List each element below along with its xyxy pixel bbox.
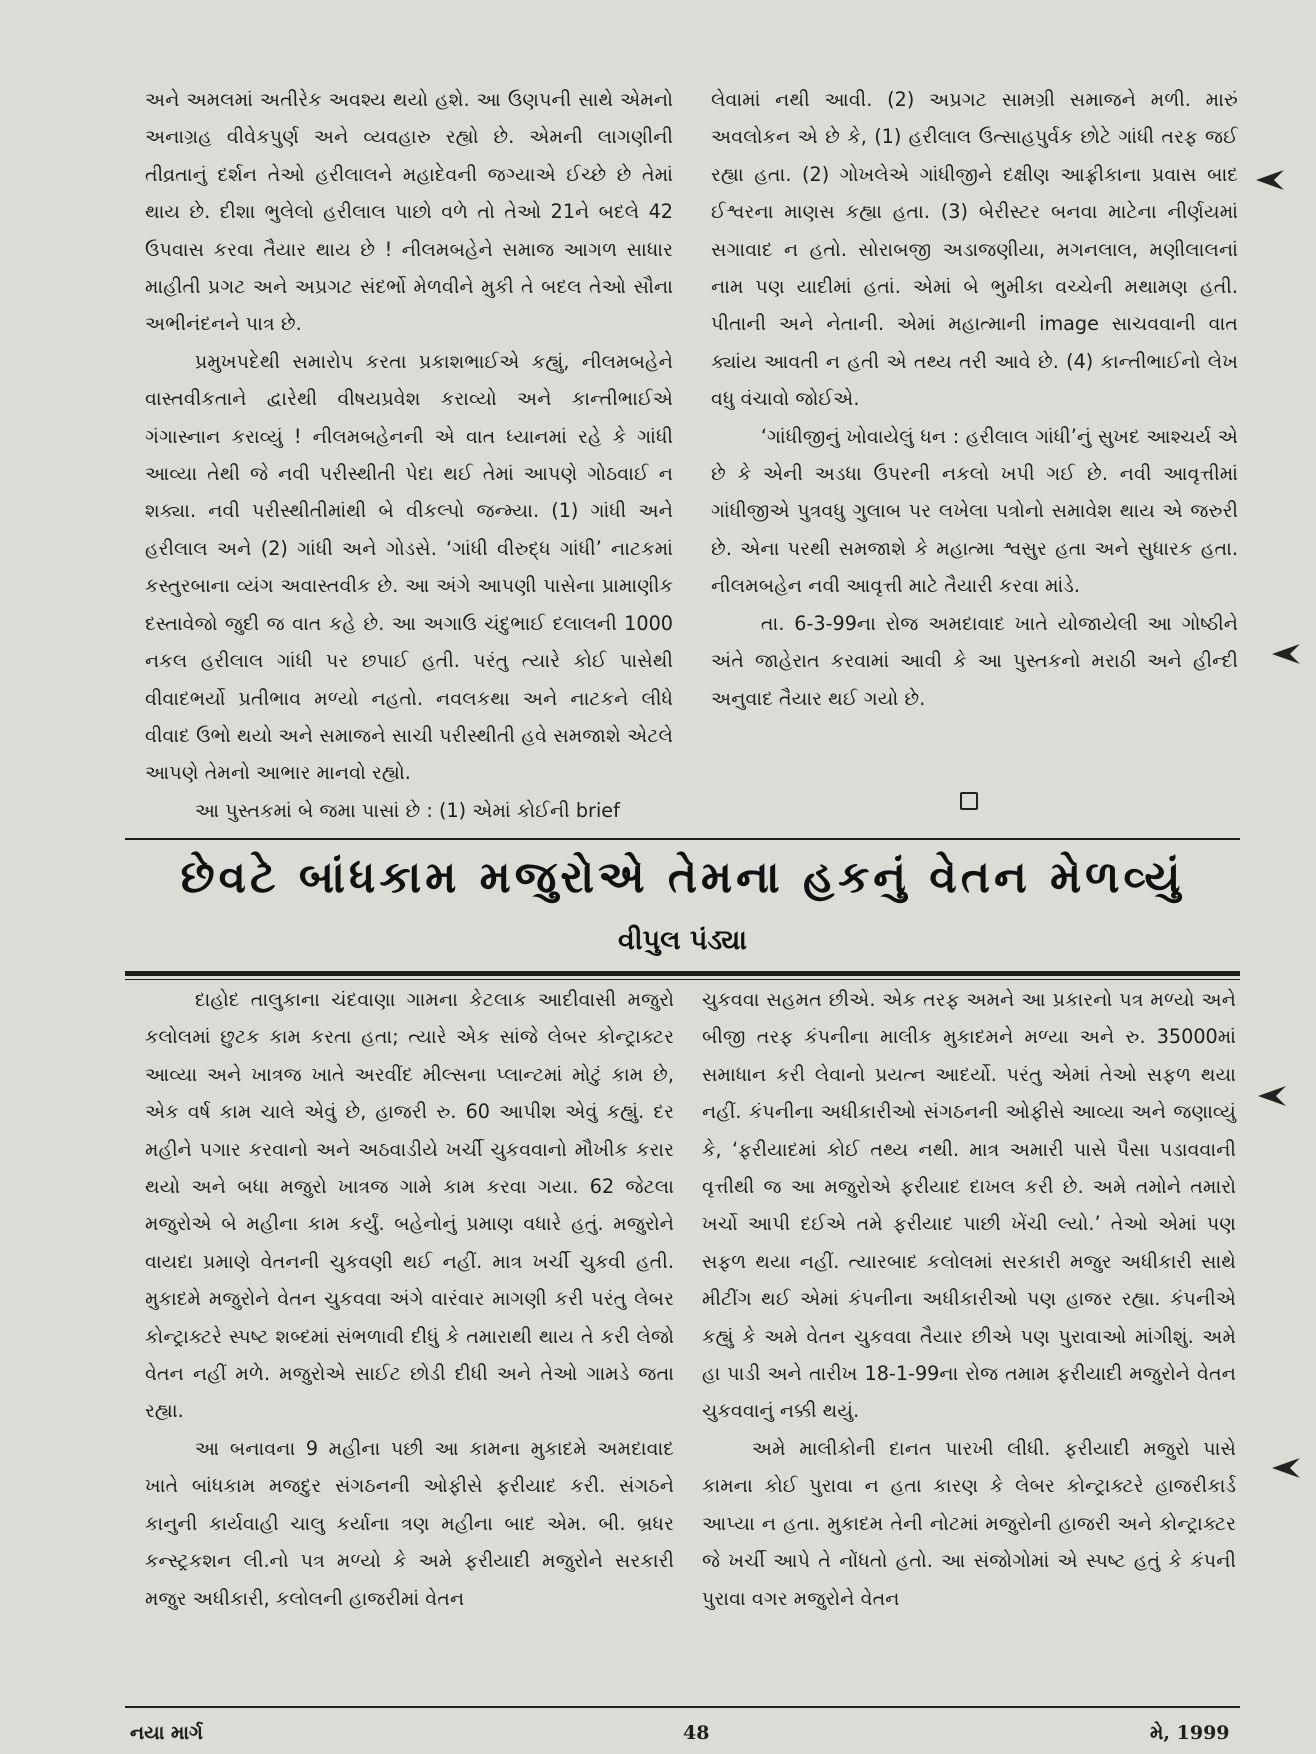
margin-arrow-icon (1254, 164, 1288, 194)
magazine-name: નયા માર્ગ (130, 1722, 203, 1744)
article-left-paragraph-1: દાહોદ તાલુકાના ચંદવાણા ગામના કેટલાક આદીવાસી મજુરો કલોલમાં છુટક કામ કરતા હતા; ત્યારે એક સાંજે લેબર કોન્ટ્રાક્ટર આવ્યા અને ખાત્રજ ખાતે અરવીંદ મીલ્સના પ્લાન્ટમાં મોટું કામ છે, એક વર્ષ કામ ચાલે એવું છે, હાજરી રુ. 60 આપીશ એવું કહ્યું. દર મહીને પગાર કરવાનો અને અઠવાડીયે ખર્ચી ચુકવવાનો મૌખીક કરાર થયો અને બધા મજુરો ખાત્રજ ગામે કામ કરવા ગયા. 62 જેટલા મજુરોએ બે મહીના કામ કર્યું. બહેનોનું પ્રમાણ વધારે હતું. મજુરોને વાયદા પ્રમાણે વેતનની ચુકવણી થઈ નહીં. માત્ર ખર્ચી ચુકવી હતી. મુકાદમે મજુરોને વેતન ચુકવવા અંગે વારંવાર માગણી કરી પરંતુ લેબર કોન્ટ્રાક્ટરે સ્પષ્ટ શબ્દમાં સંભળાવી દીધું કે તમારાથી થાય તે કરી લેજો વેતન નહીં મળે. મજુરોએ સાઈટ છોડી દીધી અને તેઓ ગામડે જતા રહ્યા. (145, 988, 674, 1423)
article-byline: વીપુલ પંડ્યા (618, 925, 747, 956)
article-headline: છેવટે બાંધકામ મજુરોએ તેમના હકનું વેતન મેળવ્યું (180, 852, 1185, 903)
article-right-paragraph-1: ચુકવવા સહમત છીએ. એક તરફ અમને આ પ્રકારનો પત્ર મળ્યો અને બીજી તરફ કંપનીના માલીક મુકાદમને મળ્યા અને રુ. 35000માં સમાધાન કરી લેવાનો પ્રયત્ન આદર્યો. પરંતુ એમાં તેઓ સફળ થયા નહીં. કંપનીના અધીકારીઓ સંગઠનની ઓફીસે આવ્યા અને જણાવ્યું કે, ‘ફરીયાદમાં કોઈ તથ્ય નથી. માત્ર અમારી પાસે પૈસા પડાવવાની વૃત્તીથી જ આ મજુરોએ ફરીયાદ દાખલ કરી છે. અમે તમોને તમારો ખર્ચો આપી દઈએ તમે ફરીયાદ પાછી ખેંચી લ્યો.’ તેઓ એમાં પણ સફળ થયા નહીં. ત્યારબાદ કલોલમાં સરકારી મજુર અધીકારી સાથે મીટીંગ થઈ એમાં કંપનીના અધીકારીઓ પણ હાજર રહ્યા. કંપનીએ કહ્યું કે અમે વેતન ચુકવવા તૈયાર છીએ પણ પુરાવાઓ માંગીશું. અમે હા પાડી અને તારીખ 18-1-99ના રોજ તમામ ફરીયાદી મજુરોને વેતન ચુકવવાનું નક્કી થયું. (702, 988, 1236, 1423)
margin-arrow-icon (1270, 1452, 1304, 1482)
top-right-column (711, 81, 1238, 717)
byline-bottom-rule-thick (125, 971, 1240, 976)
top-left-paragraph-3: આ પુસ્તકમાં બે જમા પાસાં છે : (1) એમાં કોઈની brief (194, 798, 620, 822)
article-left-paragraph-2: આ બનાવના 9 મહીના પછી આ કામના મુકાદમે અમદાવાદ ખાતે બાંધકામ મજદુર સંગઠનની ઓફીસે ફરીયાદ કરી. સંગઠને કાનુની કાર્યવાહી ચાલુ કર્યાના ત્રણ મહીના બાદ એમ. બી. બ્રધર કન્સ્ટ્રકશન લી.નો પત્ર મળ્યો કે અમે ફરીયાદી મજુરોને સરકારી મજુર અધીકારી, કલોલની હાજરીમાં વેતન (145, 1436, 674, 1610)
top-left-column (145, 81, 673, 829)
top-right-paragraph-1: લેવામાં નથી આવી. (2) અપ્રગટ સામગ્રી સમાજને મળી. મારું અવલોકન એ છે કે, (1) હરીલાલ ઉત્સાહપુર્વક છોટે ગાંધી તરફ જઈ રહ્યા હતા. (2) ગોખલેએ ગાંધીજીને દક્ષીણ આફ્રીકાના પ્રવાસ બાદ ઈશ્વરના માણસ કહ્યા હતા. (3) બેરીસ્ટર બનવા માટેના નીર્ણયમાં સગાવાદ ન હતો. સોરાબજી અડાજણીયા, મગનલાલ, મણીલાલનાં નામ પણ યાદીમાં હતાં. એમાં બે ભુમીકા વચ્ચેની મથામણ હતી. પીતાની અને નેતાની. એમાં મહાત્માની image સાચવવાની વાત ક્યાંય આવતી ન હતી એ તથ્ય તરી આવે છે. (4) કાન્તીભાઈનો લેખ વધુ વંચાવો જોઈએ. (711, 88, 1238, 411)
article-right-paragraph-2: અમે માલીકોની દાનત પારખી લીધી. ફરીયાદી મજુરો પાસે કામના કોઈ પુરાવા ન હતા કારણ કે લેબર કોન્ટ્રાક્ટરે હાજરીકાર્ડ આપ્યા ન હતા. મુકાદમ તેની નોટમાં મજુરોની હાજરી અને કોન્ટ્રાક્ટર જે ખર્ચી આપે તે નોંધતો હતો. આ સંજોગોમાં એ સ્પષ્ટ હતું કે કંપની પુરાવા વગર મજુરોને વેતન (702, 1436, 1236, 1610)
footer-rule (125, 1706, 1240, 1708)
top-left-paragraph-2: પ્રમુખપદેથી સમારોપ કરતા પ્રકાશભાઈએ કહ્યું, નીલમબહેને વાસ્તવીકતાને દ્વારેથી વીષયપ્રવેશ કરાવ્યો અને કાન્તીભાઈએ ગંગાસ્નાન કરાવ્યું ! નીલમબહેનની એ વાત ધ્યાનમાં રહે કે ગાંધી આવ્યા તેથી જે નવી પરીસ્થીતી પેદા થઈ તેમાં આપણે ગોઠવાઈ ન શક્યા. નવી પરીસ્થીતીમાંથી બે વીકલ્પો જન્મ્યા. (1) ગાંધી અને હરીલાલ અને (2) ગાંધી અને ગોડસે. ‘ગાંધી વીરુદ્ધ ગાંધી’ નાટકમાં કસ્તુરબાના વ્યંગ અવાસ્તવીક છે. આ અંગે આપણી પાસેના પ્રામાણીક દસ્તાવેજો જુદી જ વાત કહે છે. આ અગાઉ ચંદુભાઈ દલાલની 1000 નકલ હરીલાલ ગાંધી પર છપાઈ હતી. પરંતુ ત્યારે કોઈ પાસેથી વીવાદભર્યો પ્રતીભાવ મળ્યો નહતો. નવલકથા અને નાટકને લીધે વીવાદ ઉભો થયો અને સમાજને સાચી પરીસ્થીતી હવે સમજાશે એટલે આપણે તેમનો આભાર માનવો રહ્યો. (145, 349, 673, 785)
article-left-column (145, 981, 674, 1617)
headline-top-rule (125, 838, 1240, 840)
article-end-mark (960, 792, 978, 810)
page-number: 48 (683, 1722, 710, 1744)
top-right-paragraph-3: તા. 6-3-99ના રોજ અમદાવાદ ખાતે યોજાયેલી આ ગોષ્ઠીને અંતે જાહેરાત કરવામાં આવી કે આ પુસ્તકનો મરાઠી અને હીન્દી અનુવાદ તૈયાર થઈ ગયો છે. (711, 611, 1238, 710)
margin-arrow-icon (1270, 640, 1304, 670)
article-right-column (702, 981, 1236, 1617)
top-left-paragraph-1: અને અમલમાં અતીરેક અવશ્ય થયો હશે. આ ઉણપની સાથે એમનો અનાગ્રહ વીવેકપુર્ણ અને વ્યવહારુ રહ્યો છે. એમની લાગણીની તીવ્રતાનું દર્શન તેઓ હરીલાલને મહાદેવની જગ્યાએ ઈચ્છે છે તેમાં થાય છે. દીશા ભુલેલો હરીલાલ પાછો વળે તો તેઓ 21ને બદલે 42 ઉપવાસ કરવા તૈયાર થાય છે ! નીલમબહેને સમાજ આગળ સાધાર માહીતી પ્રગટ અને અપ્રગટ સંદર્ભો મેળવીને મુકી તે બદલ તેઓ સૌના અભીનંદનને પાત્ર છે. (145, 88, 673, 336)
issue-date: મે, 1999 (1150, 1722, 1230, 1744)
byline-bottom-rule-thin (125, 979, 1240, 980)
margin-arrow-icon (1256, 1080, 1290, 1110)
top-right-paragraph-2: ‘ગાંધીજીનું ખોવાયેલું ધન : હરીલાલ ગાંધી’નું સુખદ આશ્ચર્ય એ છે કે એની અડધા ઉપરની નકલો ખપી ગઈ છે. નવી આવૃત્તીમાં ગાંધીજીએ પુત્રવધુ ગુલાબ પર લખેલા પત્રોનો સમાવેશ થાય એ જરુરી છે. એના પરથી સમજાશે કે મહાત્મા શ્વસુર હતા અને સુધારક હતા. નીલમબહેન નવી આવૃત્તી માટે તૈયારી કરવા માંડે. (711, 424, 1238, 598)
